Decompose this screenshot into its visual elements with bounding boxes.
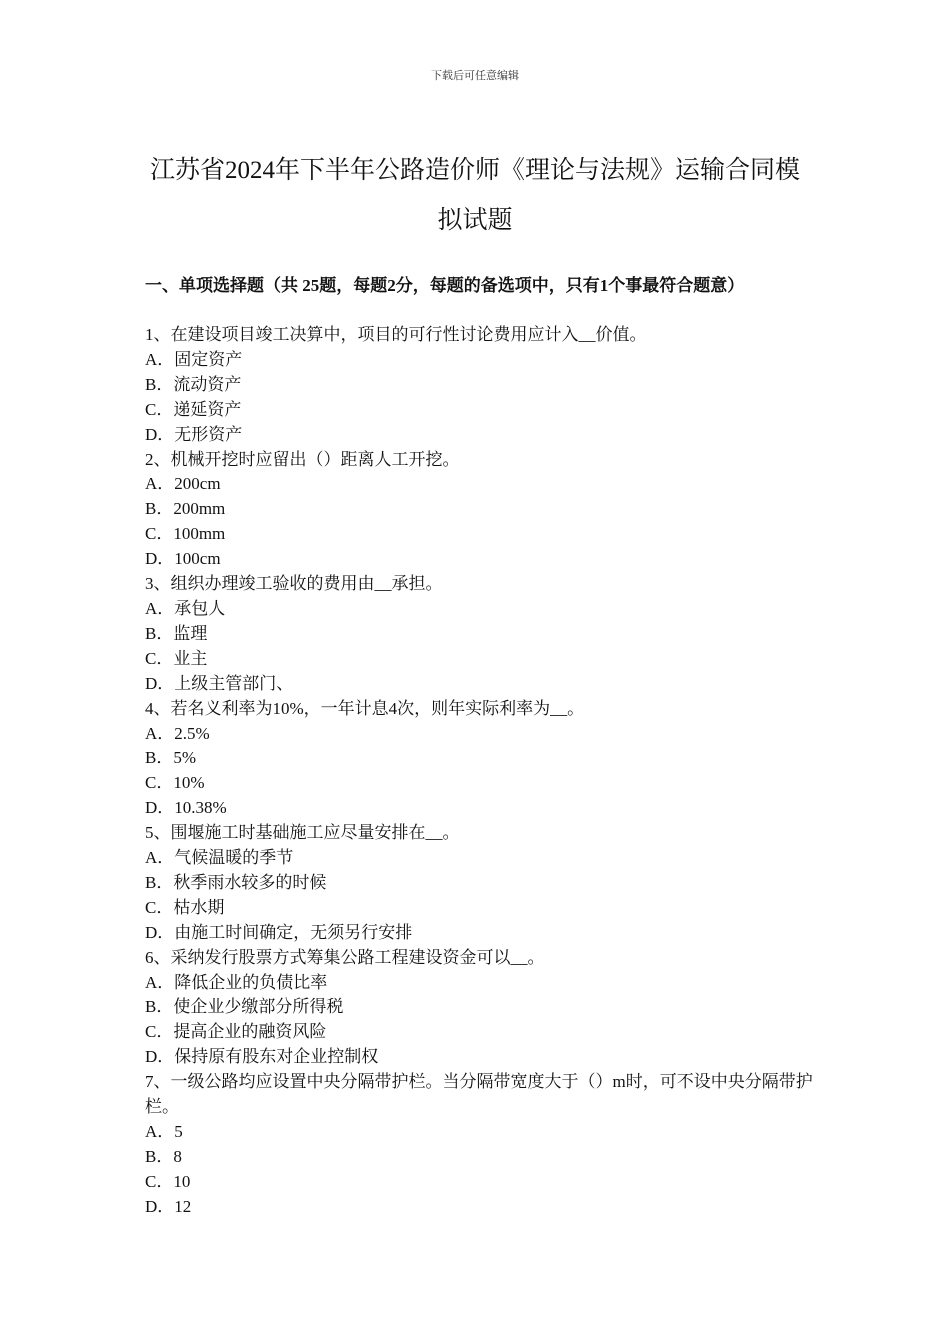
answer-option: D．由施工时间确定，无须另行安排: [145, 922, 413, 942]
answer-option: A．气候温暖的季节: [145, 848, 294, 868]
header-note: 下载后可任意编辑: [431, 70, 519, 82]
answer-option: A．2.5%: [145, 723, 210, 743]
question-block: [145, 323, 815, 448]
question-block: [145, 1070, 815, 1219]
answer-option: D．上级主管部门、: [145, 673, 294, 693]
answer-option: A．5: [145, 1122, 183, 1141]
answer-option: D．10.38%: [145, 798, 227, 818]
answer-option: A．降低企业的负债比率: [145, 972, 328, 992]
answer-option: D．100cm: [145, 549, 221, 569]
answer-option: B．使企业少缴部分所得税: [145, 997, 344, 1017]
question-block: [145, 821, 815, 946]
answer-option: B．200mm: [145, 499, 226, 519]
question-block: [145, 697, 815, 822]
answer-option: D．无形资产: [145, 424, 243, 444]
answer-option: D．保持原有股东对企业控制权: [145, 1047, 379, 1067]
answer-option: A．固定资产: [145, 349, 243, 369]
section-heading: 一、单项选择题（共 25题，每题2分，每题的备选项中，只有1个事最符合题意）: [145, 276, 745, 295]
answer-option: B．秋季雨水较多的时候: [145, 872, 327, 892]
answer-option: C．枯水期: [145, 897, 225, 917]
answer-option: C．10%: [145, 773, 205, 793]
question-block: [145, 448, 815, 573]
answer-option: C．递延资产: [145, 399, 242, 419]
question-block: [145, 572, 815, 697]
answer-option: A．200cm: [145, 474, 221, 494]
question-block: [145, 946, 815, 1071]
answer-option: D．12: [145, 1196, 192, 1216]
question-text: 2、机械开挖时应留出（）距离人工开挖。: [145, 449, 460, 469]
answer-option: C．业主: [145, 648, 208, 668]
answer-option: B．监理: [145, 623, 208, 643]
question-text: 5、围堰施工时基础施工应尽量安排在__。: [145, 823, 460, 843]
question-text: 6、采纳发行股票方式筹集公路工程建设资金可以__。: [145, 947, 545, 967]
document-title: 江苏省2024年下半年公路造价师《理论与法规》运输合同模拟试题: [149, 157, 800, 234]
answer-option: C．10: [145, 1171, 191, 1191]
answer-option: B．流动资产: [145, 374, 242, 394]
answer-option: C．100mm: [145, 524, 226, 544]
question-text: 7、一级公路均应设置中央分隔带护栏。当分隔带宽度大于（）m时，可不设中央分隔带护栏。: [145, 1072, 813, 1117]
question-text: 3、组织办理竣工验收的费用由__承担。: [145, 574, 443, 594]
answer-option: A．承包人: [145, 598, 226, 618]
question-list: [145, 323, 815, 1220]
answer-option: B．8: [145, 1146, 182, 1166]
answer-option: C．提高企业的融资风险: [145, 1022, 327, 1042]
answer-option: B．5%: [145, 748, 196, 768]
question-text: 4、若名义利率为10%，一年计息4次，则年实际利率为__。: [145, 698, 585, 718]
question-text: 1、在建设项目竣工决算中，项目的可行性讨论费用应计入__价值。: [145, 325, 647, 344]
